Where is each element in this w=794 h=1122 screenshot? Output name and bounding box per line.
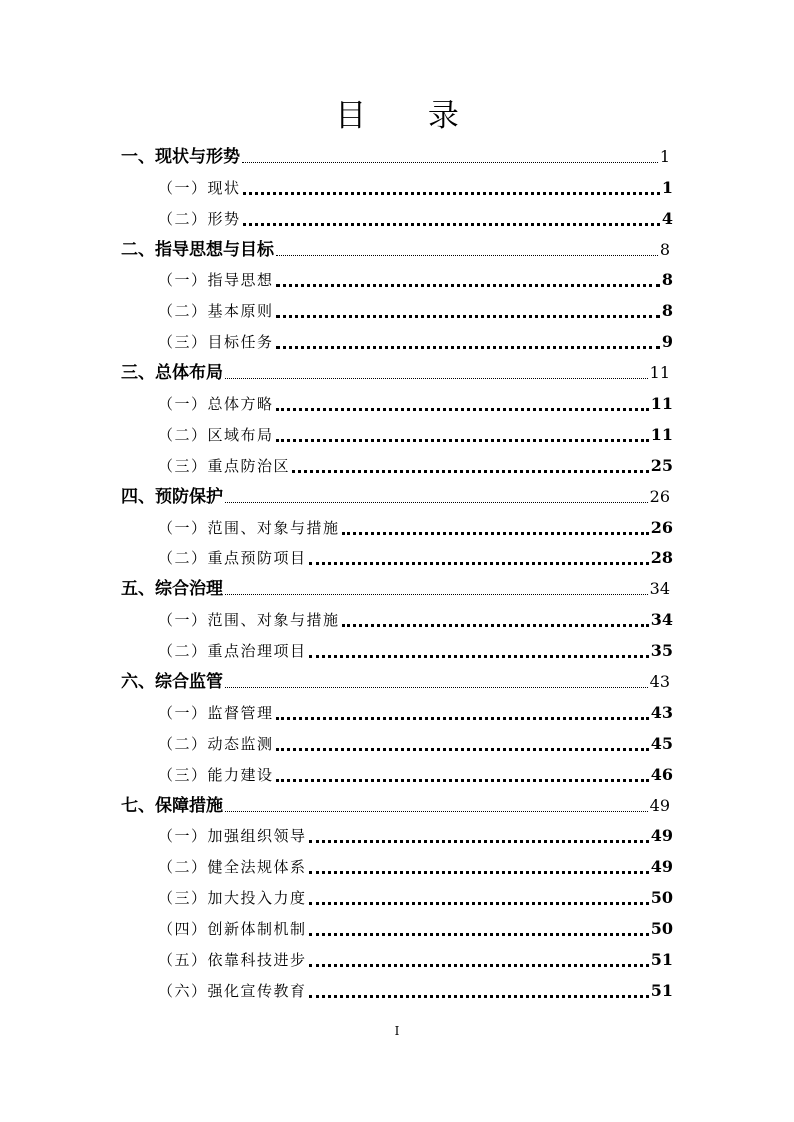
dot-leader [342,624,649,627]
dot-leader [225,811,648,812]
toc-entry-title: （一）现状 [158,178,241,197]
dot-leader [243,192,660,195]
toc-entry[interactable] [121,481,670,512]
toc-entry[interactable] [158,295,673,326]
toc-entry-page: 49 [649,795,670,815]
toc-entry[interactable] [158,635,673,666]
toc-entry-title: 六、综合监管 [121,672,223,693]
toc-entry-page: 28 [650,548,673,568]
toc-entry-page: 11 [650,424,673,444]
toc-entry[interactable] [158,944,673,975]
toc-entry-title: （一）范围、对象与措施 [158,518,340,537]
toc-entry-title: （一）加强组织领导 [158,827,307,846]
dot-leader [309,933,649,936]
toc-entry-title: （二）基本原则 [158,302,274,321]
toc-entry[interactable] [158,512,673,543]
toc-entry-title: 三、总体布局 [121,363,223,384]
dot-leader [276,284,660,287]
toc-entry-title: （一）监督管理 [158,703,274,722]
dot-leader [276,748,649,751]
dot-leader [276,408,649,411]
toc-entry[interactable] [121,790,670,821]
toc-entry-title: （六）强化宣传教育 [158,981,307,1000]
dot-leader [242,162,658,163]
toc-entry-title: 七、保障措施 [121,795,223,816]
toc-entry-title: 二、指导思想与目标 [121,239,274,260]
toc-entry[interactable] [158,821,673,852]
toc-entry-page: 34 [650,610,673,630]
dot-leader [276,779,649,782]
toc-entry-page: 1 [659,146,670,166]
toc-entry-page: 25 [650,455,673,475]
toc-entry-title: （一）总体方略 [158,395,274,414]
dot-leader [225,594,648,595]
toc-entry-page: 51 [650,950,673,970]
toc-entry-page: 43 [649,672,670,692]
toc-entry-title: （三）能力建设 [158,765,274,784]
toc-entry-title: 四、预防保护 [121,486,223,507]
dot-leader [309,902,649,905]
toc-entry[interactable] [121,357,670,388]
dot-leader [342,532,649,535]
toc-entry-page: 51 [650,980,673,1000]
toc-entry-page: 9 [661,332,673,352]
toc-entry-page: 8 [659,239,670,259]
toc-entry[interactable] [158,728,673,759]
table-of-contents [0,141,794,1006]
toc-entry[interactable] [158,326,673,357]
toc-entry-title: 五、综合治理 [121,579,223,600]
toc-entry[interactable] [158,759,673,790]
toc-entry[interactable] [121,573,670,604]
dot-leader [276,315,660,318]
toc-entry-title: （二）重点治理项目 [158,642,307,661]
toc-entry-page: 49 [650,826,673,846]
toc-entry-page: 8 [661,270,673,290]
toc-entry-page: 35 [650,641,673,661]
dot-leader [225,502,648,503]
dot-leader [276,439,649,442]
toc-entry-page: 34 [649,579,670,599]
toc-entry-page: 50 [650,888,673,908]
toc-entry[interactable] [158,450,673,481]
toc-entry-page: 49 [650,857,673,877]
dot-leader [276,717,649,720]
toc-entry[interactable] [158,203,673,234]
toc-entry-page: 26 [650,517,673,537]
dot-leader [309,995,649,998]
toc-entry[interactable] [158,172,673,203]
toc-entry-title: （三）重点防治区 [158,456,291,475]
toc-entry-title: 一、现状与形势 [121,146,240,167]
toc-entry[interactable] [158,388,673,419]
dot-leader [243,223,660,226]
toc-entry-title: （二）重点预防项目 [158,549,307,568]
toc-entry[interactable] [158,913,673,944]
dot-leader [309,840,649,843]
toc-entry-page: 11 [650,394,673,414]
dot-leader [309,562,649,565]
toc-entry-title: （三）目标任务 [158,333,274,352]
dot-leader [309,871,649,874]
dot-leader [225,378,648,379]
dot-leader [292,470,649,473]
toc-entry-page: 1 [661,177,673,197]
toc-entry-title: （二）形势 [158,209,241,228]
toc-entry-title: （二）健全法规体系 [158,858,307,877]
page-title: 目 录 [335,98,485,134]
toc-entry[interactable] [158,543,673,574]
toc-entry-title: （一）指导思想 [158,271,274,290]
dot-leader [309,655,649,658]
toc-entry[interactable] [121,234,670,265]
dot-leader [309,964,649,967]
toc-entry[interactable] [121,141,670,172]
toc-entry-page: 50 [650,919,673,939]
toc-entry[interactable] [158,265,673,296]
toc-entry[interactable] [158,604,673,635]
toc-entry-page: 46 [650,764,673,784]
dot-leader [225,687,648,688]
toc-entry-page: 26 [649,486,670,506]
toc-entry[interactable] [158,882,673,913]
toc-entry[interactable] [158,697,673,728]
toc-entry[interactable] [121,666,670,697]
toc-entry-page: 45 [650,733,673,753]
toc-entry-page: 8 [661,301,673,321]
dot-leader [276,255,658,256]
toc-entry-title: （四）创新体制机制 [158,920,307,939]
toc-entry-title: （三）加大投入力度 [158,889,307,908]
toc-entry-title: （二）动态监测 [158,734,274,753]
toc-entry-page: 11 [649,363,670,383]
toc-entry-title: （一）范围、对象与措施 [158,611,340,630]
dot-leader [276,346,660,349]
toc-entry-page: 4 [661,208,673,228]
toc-entry[interactable] [158,975,673,1006]
toc-entry[interactable] [158,851,673,882]
toc-entry-title: （二）区域布局 [158,425,274,444]
toc-entry-page: 43 [650,702,673,722]
toc-entry-title: （五）依靠科技进步 [158,951,307,970]
toc-entry[interactable] [158,419,673,450]
page-number: I [394,1024,400,1038]
